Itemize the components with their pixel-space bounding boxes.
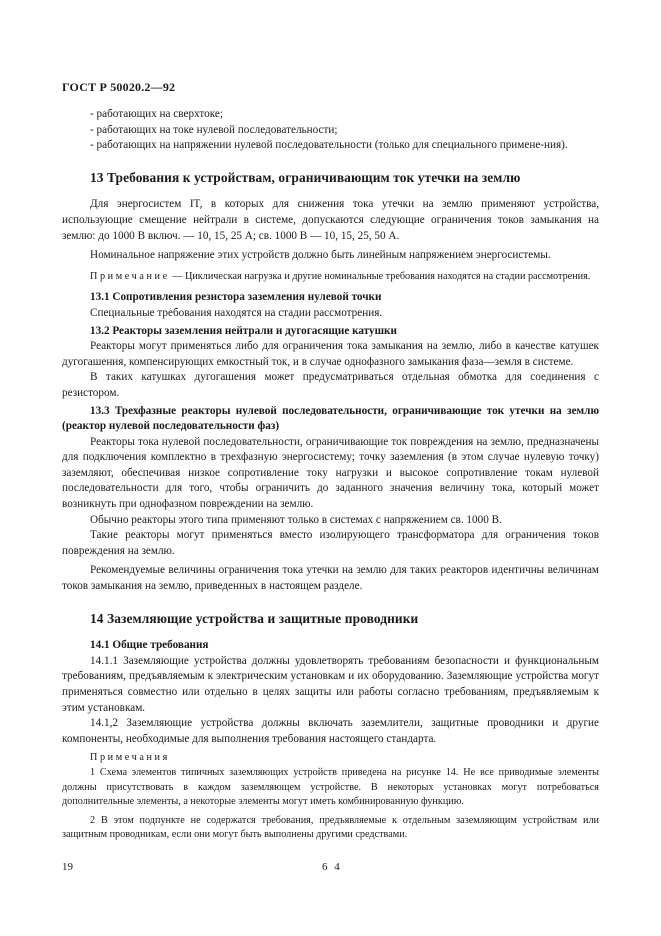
list-item: - работающих на напряжении нулевой последовательности (только для специального примене-ния). bbox=[90, 139, 568, 152]
note bbox=[62, 270, 599, 285]
paragraph: Реакторы тока нулевой последовательности, ограничивающие ток повреждения на землю, предназначены для подключения комплектно в трехфазную энергосистему; точку заземления (в этом случае нулевую точку) заземляют, обеспечивая низкое сопротивление току нагрузки и высокое сопротивление токам нулевой последовательности для того, чтобы ограничить до заданного значения величину тока, который может возникнуть при однофазном повреждении на землю. bbox=[62, 435, 599, 511]
paragraph: Специальные требования находятся на стадии рассмотрения. bbox=[90, 306, 383, 319]
paragraph: 14.1.1 Заземляющие устройства должны удовлетворять требованиям безопасности и функциональным требованиям, предъявляемым к электрическим установкам и их оборудованию. Заземляющие устройства могут применяться совместно или отдельно в целях защиты или работы согласно требованиям, предъявляемым к этим установкам. bbox=[62, 654, 599, 714]
page-content bbox=[62, 107, 599, 843]
notes-label: Примечания bbox=[90, 752, 170, 764]
subsection-14-1-title: 14.1 Общие требования bbox=[90, 639, 209, 652]
page-number: 19 bbox=[62, 861, 73, 873]
footer-center-number: 6 4 bbox=[322, 861, 342, 873]
note: 2 В этом подпункте не содержатся требования, предъявляемые к отдельным заземляющим устройствам или защитным проводникам, если они могут быть выполнены другими средствами. bbox=[62, 814, 599, 841]
note: 1 Схема элементов типичных заземляющих устройств приведена на рисунке 14. Не все приводимые элементы должны присутствовать в каждом заземляющем устройстве. В некоторых установках могут потребоваться дополнительные элементы, а некоторые элементы могут иметь комбинированную функцию. bbox=[62, 766, 599, 808]
paragraph: Реакторы могут применяться либо для ограничения тока замыкания на землю, либо в качестве катушек дугогашения, компенсирующих емкостный ток, и в случае однофазного замыкания фаза—земля в системе. bbox=[62, 340, 599, 368]
list-item: - работающих на сверхтоке; bbox=[90, 108, 223, 120]
section-14-title: 14 Заземляющие устройства и защитные проводники bbox=[90, 610, 419, 626]
note-label: Примечание bbox=[90, 270, 170, 282]
paragraph: В таких катушках дугогашения может предусматриваться отдельная обмотка для соединения с резистором. bbox=[62, 371, 599, 399]
paragraph: Номинальное напряжение этих устройств должно быть линейным напряжением энергосистемы. bbox=[90, 249, 551, 262]
list-item: - работающих на токе нулевой последовательности; bbox=[90, 123, 338, 136]
paragraph: Рекомендуемые величины ограничения тока утечки на землю для таких реакторов идентичны величинам токов замыкания на землю, приведенных в настоящем разделе. bbox=[62, 564, 599, 593]
subsection-13-3-title: 13.3 Трехфазные реакторы нулевой последовательности, ограничивающие ток утечки на землю (реактор нулевой последовательности фаз) bbox=[62, 404, 599, 433]
subsection-13-1-title: 13.1 Сопротивления резистора заземления нулевой точки bbox=[90, 291, 382, 304]
paragraph: 14.1,2 Заземляющие устройства должны включать заземлители, защитные проводники и другие компоненты, необходимые для выполнения требования настоящего стандарта. bbox=[62, 717, 599, 745]
note-text: — Циклическая нагрузка и другие номинальные требования находятся на стадии рассмотрения. bbox=[169, 270, 591, 282]
subsection-13-2-title: 13.2 Реакторы заземления нейтрали и дугогасящие катушки bbox=[90, 324, 397, 337]
paragraph: Обычно реакторы этого типа применяют только в системах с напряжением св. 1000 В. bbox=[90, 513, 502, 526]
document-header: ГОСТ Р 50020.2—92 bbox=[62, 80, 176, 94]
paragraph: Для энергосистем IT, в которых для снижения тока утечки на землю применяют устройства, использующие смещение нейтрали в системе, допускаются следующие ограничения токов замыкания на землю: до 1000 В включ. — 10, 15, 25 А; св. 1000 В — 10, 15, 25, 50 А. bbox=[62, 198, 599, 242]
section-13-title: 13 Требования к устройствам, ограничивающим ток утечки на землю bbox=[90, 169, 521, 185]
paragraph: Такие реакторы могут применяться вместо изолирующего трансформатора для ограничения токов повреждения на землю. bbox=[62, 529, 599, 557]
